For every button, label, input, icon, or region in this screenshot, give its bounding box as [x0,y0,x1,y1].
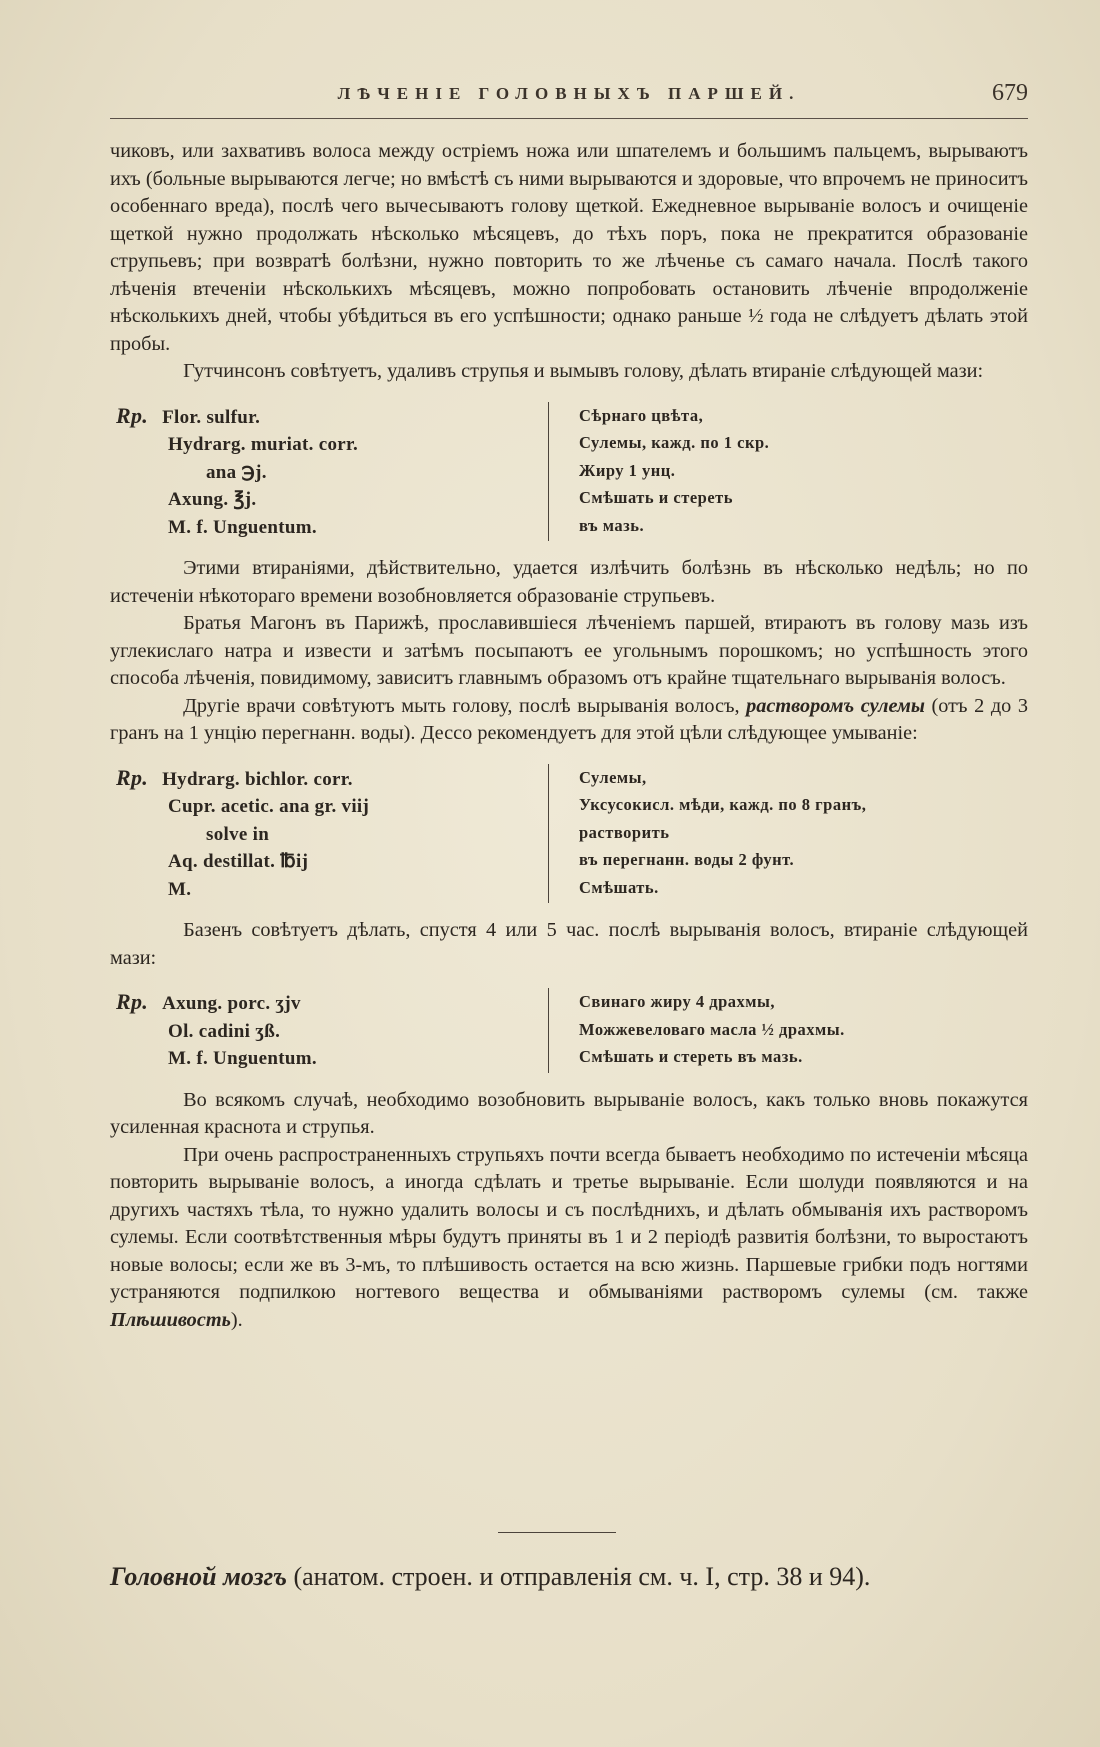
russian-line: въ мазь. [579,515,645,535]
cross-reference: Плѣшивость [110,1308,231,1331]
russian-line: Уксусокисл. мѣди, кажд. по 8 гранъ, [579,795,867,814]
recipe-sign: Rp. [116,989,149,1014]
paragraph [110,1142,1028,1335]
paragraph: Этими втираніями, дѣйствительно, удается излѣчить болѣзнь въ нѣсколько недѣль; но по истеченіи нѣкотораго времени возобновляется образованіе струпьевъ. [110,557,1028,607]
next-article [110,1558,1028,1596]
body-text [110,138,1028,1334]
prescription-3 [110,988,1028,1073]
recipe-sign: Rp. [116,764,149,790]
prescription-1 [110,402,1028,542]
russian-line: Жиру 1 унц. [579,460,676,480]
latin-line: ana ℈j. [206,461,267,483]
russian-line: Свинаго жиру 4 драхмы, [579,992,775,1011]
latin-line: Hydrarg. muriat. corr. [168,434,359,455]
russian-line: въ перегнанн. воды 2 фунт. [579,850,795,869]
prescription-latin [110,402,548,542]
text-run: ). [230,1308,243,1331]
column-divider [548,764,549,904]
latin-line: M. [168,878,192,900]
page-number: 679 [992,80,1028,106]
latin-line: Axung. porc. ʒjv [162,993,301,1014]
paragraph: чиковъ, или захвативъ волоса между остріемъ ножа или шпателемъ и большимъ пальцемъ, вырываютъ ихъ (больные вырываются легче; но вмѣстѣ съ ними вырываются и здоровые, что впрочемъ не приноситъ особеннаго вреда), послѣ чего вычесываютъ голову щеткой. Ежедневное вырываніе волосъ и очищеніе щеткой нужно продолжать нѣсколько мѣсяцевъ, до тѣхъ поръ, пока не прекратится образованіе струпьевъ; при возвратѣ болѣзни, нужно повторить то же лѣченье съ самаго начала. Послѣ такого лѣченія втеченіи нѣсколькихъ мѣсяцевъ, можно попробовать остановить лѣченіе впродолженіе нѣсколькихъ дней, чтобы убѣдиться въ его успѣшности; однако раньше ½ года не слѣдуетъ дѣлать этой пробы. [110,140,1028,355]
russian-line: растворить [579,822,670,842]
column-divider [548,402,549,542]
latin-line: Flor. sulfur. [162,406,261,428]
article-reference: (анатом. строен. и отправленія см. ч. I, стр. 38 и 94). [293,1562,871,1591]
paragraph [110,693,1028,748]
russian-line: Смѣшать. [579,877,659,897]
prescription-latin [110,988,548,1073]
russian-line: Смѣшать и стереть въ мазь. [579,1047,803,1066]
page-header [110,78,1028,119]
running-title: ЛѢЧЕНІЕ ГОЛОВНЫХЪ ПАРШЕЙ. [337,84,801,103]
russian-line: Смѣшать и стереть [579,488,733,507]
emphasized-term: растворомъ сулемы [746,694,925,717]
column-divider [548,988,549,1073]
prescription-russian [579,988,1028,1073]
latin-line: Hydrarg. bichlor. corr. [162,768,353,790]
article-headword: Головной мозгъ [110,1562,287,1591]
russian-line: Сулемы, кажд. по 1 скр. [579,433,770,452]
paragraph: Базенъ совѣтуетъ дѣлать, спустя 4 или 5 час. послѣ вырыванія волосъ, втираніе слѣдующей мази: [110,919,1028,969]
text-run: Другіе врачи совѣтуютъ мыть голову, послѣ вырыванія волосъ, [183,694,740,717]
prescription-russian [579,764,1028,904]
latin-line: Aq. destillat. ℔ij [168,851,309,872]
text-run: (отъ 2 до 3 гранъ на 1 унцію перегнанн. воды). Дессо рекомендуетъ для этой цѣли слѣдующее умываніе: [110,694,1028,744]
latin-line: Ol. cadini ʒß. [168,1020,281,1042]
russian-line: Можжевеловаго масла ½ драхмы. [579,1019,845,1039]
paragraph: Во всякомъ случаѣ, необходимо возобновить вырываніе волосъ, какъ только вновь покажутся усиленная краснота и струпья. [110,1088,1028,1138]
latin-line: Axung. ℥j. [168,489,257,510]
latin-line: M. f. Unguentum. [168,516,317,538]
paragraph: Братья Магонъ въ Парижѣ, прославившіеся лѣченіемъ паршей, втираютъ въ голову мазь изъ углекислаго натра и извести и затѣмъ посыпаютъ ее угольнымъ порошкомъ; но успѣшность этого способа лѣченія, повидимому, зависитъ главнымъ образомъ отъ крайне тщательнаго вырыванія волосъ. [110,612,1028,689]
text-run: При очень распространенныхъ струпьяхъ почти всегда бываетъ необходимо по истеченіи мѣсяца повторить вырываніе волосъ, а иногда сдѣлать и третье вырываніе. Если шолуди появляются и на другихъ частяхъ тѣла, то нужно удалить волосы и съ послѣднихъ, и дѣлать обмыванія ихъ растворомъ сулемы. Если соотвѣтственныя мѣры будутъ приняты въ 1 и 2 періодѣ развитія болѣзни, то выростаютъ новые волосы; если же въ 3-мъ, то плѣшивость остается на всю жизнь. Паршевые грибки подъ ногтями устраняются подпилкою ногтевого вещества и обмываніями растворомъ сулемы (см. также [110,1143,1028,1303]
latin-line: M. f. Unguentum. [168,1048,317,1069]
russian-line: Сулемы, [579,767,647,787]
latin-line: Cupr. acetic. ana gr. viij [168,796,370,817]
prescription-russian [579,402,1028,542]
latin-line: solve in [206,823,270,845]
section-divider [498,1532,616,1533]
prescription-latin [110,764,548,904]
prescription-2 [110,764,1028,904]
paragraph: Гутчинсонъ совѣтуетъ, удаливъ струпья и вымывъ голову, дѣлать втираніе слѣдующей мази: [183,360,984,382]
russian-line: Сѣрнаго цвѣта, [579,405,704,425]
recipe-sign: Rp. [116,402,149,428]
